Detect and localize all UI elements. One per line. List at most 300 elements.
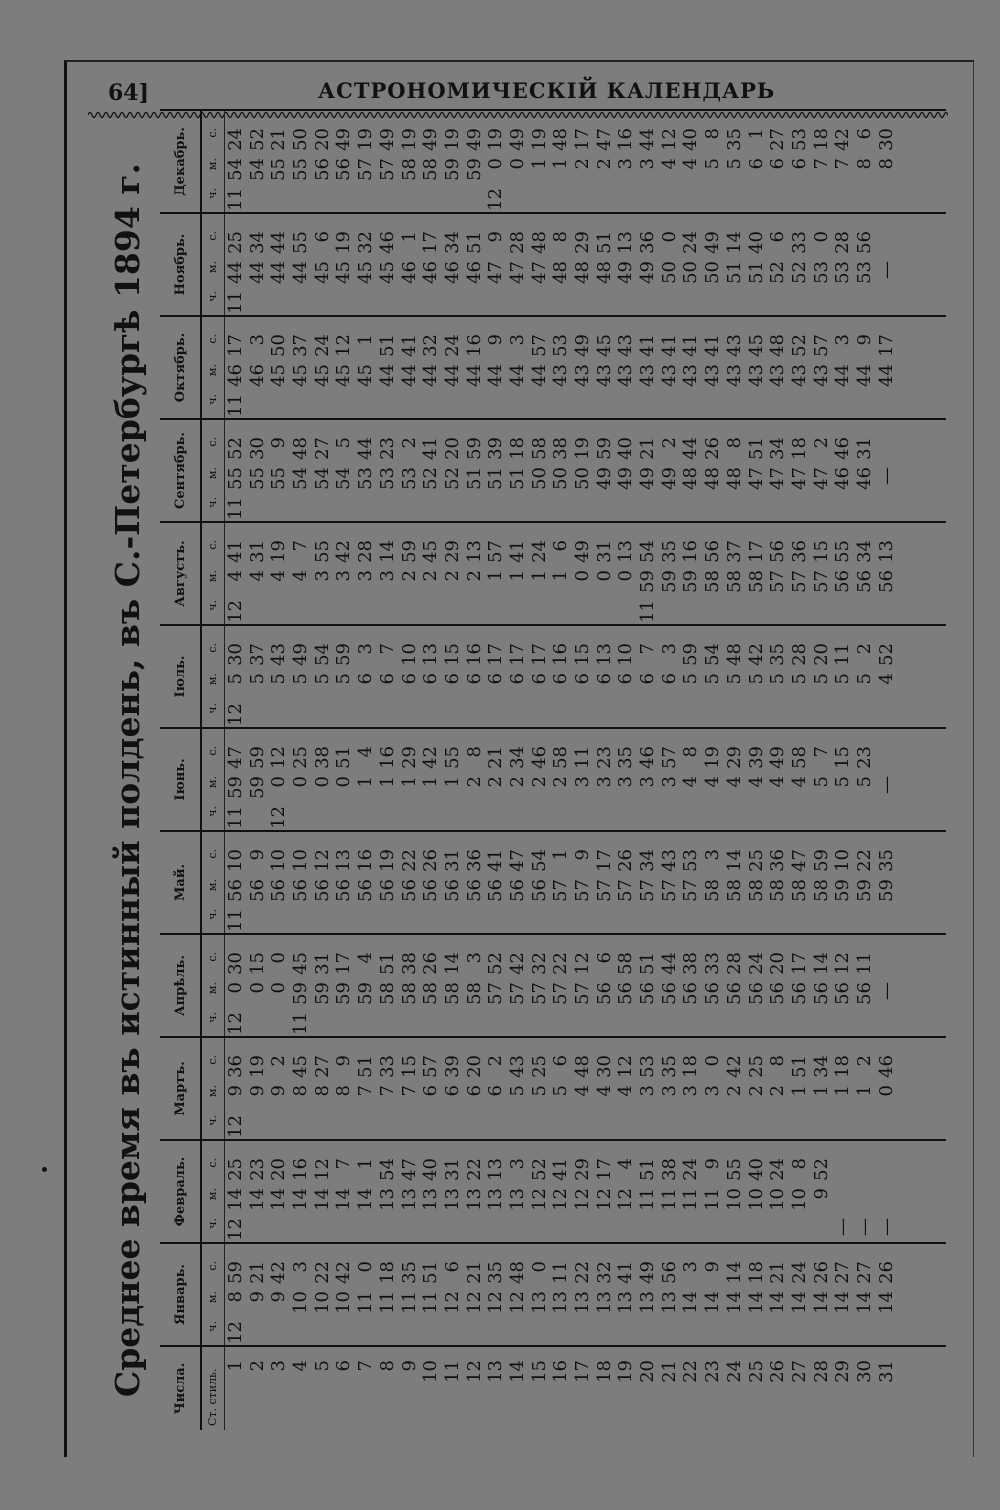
time-row <box>312 317 334 418</box>
time-cell: 13 <box>485 1158 507 1181</box>
time-row <box>290 111 312 212</box>
time-cell <box>659 291 681 315</box>
time-cell: 14 <box>853 1291 875 1314</box>
time-row <box>876 729 898 830</box>
time-cell: 57 <box>485 982 507 1005</box>
time-cell: 5 <box>723 158 745 170</box>
time-row <box>333 523 355 624</box>
time-row <box>572 317 594 418</box>
time-row <box>811 935 833 1036</box>
time-table <box>160 109 946 1430</box>
time-row <box>529 214 551 315</box>
time-cell <box>659 703 681 727</box>
time-row <box>637 214 659 315</box>
time-cell: 54 <box>376 1158 398 1181</box>
time-cell: 2 <box>463 570 485 582</box>
time-cell: 11 <box>225 188 246 211</box>
time-cell: 3 <box>637 1085 659 1097</box>
time-cell: 48 <box>550 128 572 151</box>
time-cell: 13 <box>550 1291 572 1314</box>
time-cell: 11 <box>225 806 246 829</box>
time-cell: 1 <box>550 570 572 582</box>
time-cell <box>594 703 616 727</box>
time-cell: 7 <box>832 158 854 170</box>
time-cell: 35 <box>658 1055 680 1078</box>
time-row <box>659 420 681 521</box>
time-row <box>247 626 269 727</box>
time-cell: 2 <box>723 1085 745 1097</box>
time-cell <box>659 394 681 418</box>
time-row <box>572 729 594 830</box>
time-cell: 57 <box>637 879 659 902</box>
time-cell <box>615 1218 637 1242</box>
time-row <box>355 1038 377 1139</box>
time-cell: 59 <box>225 776 246 799</box>
time-cell: — <box>875 776 897 794</box>
time-cell <box>594 600 616 624</box>
time-cell: 56 <box>810 982 832 1005</box>
day-number <box>702 1347 724 1430</box>
time-cell <box>637 1012 659 1036</box>
time-cell: 4 <box>268 570 290 582</box>
time-row <box>572 1038 594 1139</box>
time-cell: 41 <box>225 540 246 563</box>
time-cell: 51 <box>723 261 745 284</box>
time-cell <box>485 909 507 933</box>
time-row <box>550 214 572 315</box>
day-number <box>811 1347 833 1430</box>
time-cell: 31 <box>593 540 615 563</box>
time-cell <box>637 806 659 830</box>
time-cell: 6 <box>485 1085 507 1097</box>
time-cell <box>507 1321 529 1345</box>
time-row <box>637 729 659 830</box>
time-row <box>507 832 529 933</box>
time-cell: 3 <box>355 643 377 655</box>
month-header: Іюнь. <box>160 729 202 830</box>
time-cell <box>637 188 659 212</box>
time-row <box>702 420 724 521</box>
time-row <box>507 420 529 521</box>
time-cell <box>420 497 442 521</box>
time-row <box>724 317 746 418</box>
time-cell <box>420 1012 442 1036</box>
time-row <box>789 1141 811 1242</box>
unit-label: м. <box>206 1188 219 1201</box>
time-row <box>789 111 811 212</box>
time-cell: 1 <box>398 231 420 243</box>
time-cell: 21 <box>246 1261 268 1284</box>
time-cell: 20 <box>810 643 832 666</box>
time-row <box>333 935 355 1036</box>
time-cell: 46 <box>246 364 268 387</box>
time-cell: 34 <box>810 1055 832 1078</box>
time-cell: 5 <box>528 1085 550 1097</box>
time-cell: 52 <box>788 261 810 284</box>
time-cell <box>420 188 442 212</box>
time-row <box>724 214 746 315</box>
time-cell: 17 <box>225 334 246 357</box>
time-cell: 56 <box>853 982 875 1005</box>
time-cell: 45 <box>290 952 312 975</box>
time-cell: 18 <box>506 437 528 460</box>
time-cell <box>550 1321 572 1345</box>
time-cell: 46 <box>376 231 398 254</box>
time-row <box>333 111 355 212</box>
time-row <box>876 214 898 315</box>
time-row <box>529 523 551 624</box>
time-row <box>464 626 486 727</box>
time-cell <box>572 1115 594 1139</box>
time-cell <box>377 1012 399 1036</box>
time-cell: 56 <box>788 982 810 1005</box>
time-cell: 3 <box>593 776 615 788</box>
time-cell <box>746 1012 768 1036</box>
time-cell: 43 <box>723 364 745 387</box>
time-row <box>290 832 312 933</box>
time-row <box>247 1038 269 1139</box>
time-row <box>507 935 529 1036</box>
time-row <box>420 1038 442 1139</box>
time-cell: 56 <box>311 879 333 902</box>
time-cell <box>355 188 377 212</box>
time-cell: 55 <box>311 540 333 563</box>
time-cell: 14 <box>225 1188 246 1211</box>
time-cell <box>442 1218 464 1242</box>
time-cell: 44 <box>528 364 550 387</box>
time-cell <box>247 1218 269 1242</box>
time-cell <box>767 806 789 830</box>
time-cell: 1 <box>420 776 442 788</box>
time-cell <box>680 188 702 212</box>
time-cell <box>832 1188 854 1218</box>
time-row <box>312 626 334 727</box>
time-cell <box>572 291 594 315</box>
time-cell <box>529 909 551 933</box>
time-cell: 37 <box>723 540 745 563</box>
day-number <box>659 1347 681 1430</box>
time-cell <box>485 291 507 315</box>
unit-label: с. <box>206 540 219 550</box>
time-row <box>680 1141 702 1242</box>
time-row <box>615 317 637 418</box>
time-cell: 19 <box>441 128 463 151</box>
time-cell: 1 <box>810 1085 832 1097</box>
time-cell <box>290 703 312 727</box>
time-cell: 51 <box>593 231 615 254</box>
time-cell: 36 <box>637 231 659 254</box>
time-cell: 28 <box>355 540 377 563</box>
time-cell <box>507 600 529 624</box>
time-cell: 56 <box>463 879 485 902</box>
time-cell: 5 <box>333 673 355 685</box>
time-row <box>572 111 594 212</box>
time-cell: 58 <box>702 570 724 593</box>
time-row <box>442 420 464 521</box>
time-cell: 43 <box>615 364 637 387</box>
time-cell: 32 <box>355 231 377 254</box>
time-cell: 17 <box>420 231 442 254</box>
time-cell <box>355 497 377 521</box>
unit-label: с. <box>206 128 219 138</box>
time-cell: 4 <box>615 1158 637 1170</box>
unit-subheader <box>202 1038 225 1139</box>
time-cell: 57 <box>810 570 832 593</box>
time-cell: 0 <box>593 570 615 582</box>
time-row <box>529 111 551 212</box>
time-cell: 56 <box>333 158 355 181</box>
time-cell: 21 <box>767 1261 789 1284</box>
time-cell: 7 <box>398 1085 420 1097</box>
time-row <box>225 832 247 933</box>
time-row <box>659 626 681 727</box>
time-cell: 12 <box>593 1188 615 1211</box>
time-row <box>832 111 854 212</box>
time-cell: 49 <box>767 746 789 769</box>
time-cell <box>789 600 811 624</box>
time-row <box>420 317 442 418</box>
time-cell <box>680 909 702 933</box>
time-row <box>724 832 746 933</box>
time-cell <box>637 497 659 521</box>
time-row <box>355 626 377 727</box>
time-cell: 43 <box>680 364 702 387</box>
time-cell <box>290 188 312 212</box>
time-cell: 14 <box>810 1291 832 1314</box>
time-row <box>789 832 811 933</box>
day-cell: 17 <box>572 1360 593 1383</box>
time-cell: 22 <box>463 1158 485 1181</box>
time-cell <box>746 394 768 418</box>
time-cell: 53 <box>376 467 398 490</box>
day-number <box>680 1347 702 1430</box>
time-cell <box>550 909 572 933</box>
time-row <box>876 420 898 521</box>
time-cell <box>572 1012 594 1036</box>
time-cell: 8 <box>680 746 702 758</box>
month-column <box>160 830 946 933</box>
time-cell: 9 <box>268 1085 290 1097</box>
time-cell: 0 <box>485 158 507 170</box>
time-row <box>485 729 507 830</box>
time-row <box>377 626 399 727</box>
time-row <box>637 1141 659 1242</box>
time-row <box>355 935 377 1036</box>
time-cell: 56 <box>441 879 463 902</box>
time-cell: 11 <box>225 497 246 520</box>
time-cell: 56 <box>767 540 789 563</box>
time-cell <box>724 909 746 933</box>
time-cell: 30 <box>246 437 268 460</box>
time-row <box>507 1141 529 1242</box>
day-cell: 28 <box>810 1360 832 1383</box>
time-cell: 10 <box>767 1188 789 1211</box>
time-cell <box>811 291 833 315</box>
time-row <box>702 1038 724 1139</box>
time-cell: 51 <box>463 467 485 490</box>
time-row <box>247 317 269 418</box>
time-cell: 34 <box>441 231 463 254</box>
time-cell: 31 <box>246 540 268 563</box>
day-number <box>550 1347 572 1430</box>
unit-label: м. <box>206 261 219 274</box>
time-row <box>529 317 551 418</box>
time-cell: 12 <box>225 1218 246 1241</box>
time-cell: 6 <box>745 158 767 170</box>
time-cell <box>724 703 746 727</box>
time-cell: 56 <box>658 982 680 1005</box>
time-cell: 56 <box>702 540 724 563</box>
time-row <box>420 1244 442 1345</box>
time-cell: 8 <box>767 1055 789 1067</box>
time-cell: 51 <box>333 746 355 769</box>
time-cell: 41 <box>680 334 702 357</box>
time-cell: 7 <box>637 643 659 655</box>
time-cell: 56 <box>333 879 355 902</box>
time-row <box>767 317 789 418</box>
time-row <box>550 832 572 933</box>
time-cell: 56 <box>225 879 246 902</box>
time-row <box>789 935 811 1036</box>
time-row <box>789 420 811 521</box>
time-cell <box>550 394 572 418</box>
time-cell <box>767 394 789 418</box>
time-cell <box>464 394 486 418</box>
time-cell: 44 <box>832 364 854 387</box>
time-cell: 28 <box>506 231 528 254</box>
time-cell: 43 <box>658 849 680 872</box>
time-cell <box>268 497 290 521</box>
time-cell <box>702 806 724 830</box>
time-cell: 8 <box>225 1291 246 1303</box>
time-cell: 40 <box>680 128 702 151</box>
time-cell <box>680 291 702 315</box>
time-row <box>485 111 507 212</box>
time-row <box>702 111 724 212</box>
time-cell: 0 <box>268 776 290 788</box>
unit-label: ч. <box>206 394 219 405</box>
time-cell <box>767 1321 789 1345</box>
time-cell: 22 <box>398 849 420 872</box>
time-cell: 6 <box>615 673 637 685</box>
time-cell: 52 <box>485 952 507 975</box>
time-cell: 49 <box>615 261 637 284</box>
time-cell <box>333 394 355 418</box>
time-cell: 48 <box>767 334 789 357</box>
time-cell: 49 <box>615 467 637 490</box>
time-cell <box>702 497 724 521</box>
time-cell <box>637 909 659 933</box>
time-cell: 3 <box>637 776 659 788</box>
time-cell <box>550 1218 572 1242</box>
time-cell <box>485 600 507 624</box>
time-row <box>811 1244 833 1345</box>
time-cell <box>399 1321 421 1345</box>
time-row <box>659 214 681 315</box>
time-row <box>811 317 833 418</box>
time-row <box>832 420 854 521</box>
time-cell: 6 <box>463 1085 485 1097</box>
day-number <box>333 1347 355 1430</box>
time-cell: 6 <box>572 673 593 685</box>
time-cell: 58 <box>550 746 572 769</box>
time-cell <box>290 497 312 521</box>
time-cell: 4 <box>788 776 810 788</box>
time-cell: 6 <box>550 673 572 685</box>
time-row <box>485 317 507 418</box>
day-number <box>312 1347 334 1430</box>
time-cell <box>832 1012 854 1036</box>
time-cell: 52 <box>225 437 246 460</box>
time-cell: 36 <box>225 1055 246 1078</box>
time-row <box>572 214 594 315</box>
time-cell <box>680 394 702 418</box>
time-cell: 51 <box>485 467 507 490</box>
time-cell <box>247 1115 269 1139</box>
time-cell: 13 <box>506 1188 528 1211</box>
time-cell <box>832 1158 854 1188</box>
time-row <box>529 729 551 830</box>
unit-label: с. <box>206 849 219 859</box>
time-cell: 8 <box>463 746 485 758</box>
time-cell: 44 <box>376 364 398 387</box>
time-cell: 10 <box>788 1188 810 1211</box>
time-cell: 14 <box>723 1261 745 1284</box>
time-cell <box>811 600 833 624</box>
time-cell: 15 <box>441 643 463 666</box>
time-cell: 42 <box>745 643 767 666</box>
unit-label: ч. <box>206 806 219 817</box>
time-row <box>529 1244 551 1345</box>
time-cell <box>420 394 442 418</box>
time-cell: 2 <box>398 437 420 449</box>
time-cell: 57 <box>658 746 680 769</box>
time-cell: 14 <box>745 1291 767 1314</box>
time-cell: 43 <box>767 364 789 387</box>
time-cell: 59 <box>637 570 659 593</box>
time-cell: 57 <box>550 982 572 1005</box>
time-row <box>333 1038 355 1139</box>
time-cell: 58 <box>810 879 832 902</box>
time-cell: 44 <box>853 364 875 387</box>
time-row <box>659 1038 681 1139</box>
time-row <box>854 420 876 521</box>
time-cell: 20 <box>441 437 463 460</box>
time-cell: 10 <box>333 1291 355 1314</box>
time-cell: 51 <box>637 1158 659 1181</box>
time-row <box>702 214 724 315</box>
time-cell: 47 <box>788 849 810 872</box>
time-row <box>529 1038 551 1139</box>
day-column <box>160 1345 946 1430</box>
time-row <box>464 935 486 1036</box>
time-cell <box>312 188 334 212</box>
time-cell: 41 <box>550 1158 572 1181</box>
time-cell <box>702 1115 724 1139</box>
time-row <box>290 729 312 830</box>
time-cell: 48 <box>528 231 550 254</box>
month-column <box>160 1139 946 1242</box>
time-cell <box>854 806 876 830</box>
time-cell: 57 <box>506 982 528 1005</box>
time-cell: 25 <box>745 1055 767 1078</box>
time-cell: 41 <box>420 437 442 460</box>
time-row <box>464 1244 486 1345</box>
time-row <box>420 626 442 727</box>
time-cell <box>876 394 898 418</box>
time-row <box>485 832 507 933</box>
unit-subheader <box>202 1141 225 1242</box>
